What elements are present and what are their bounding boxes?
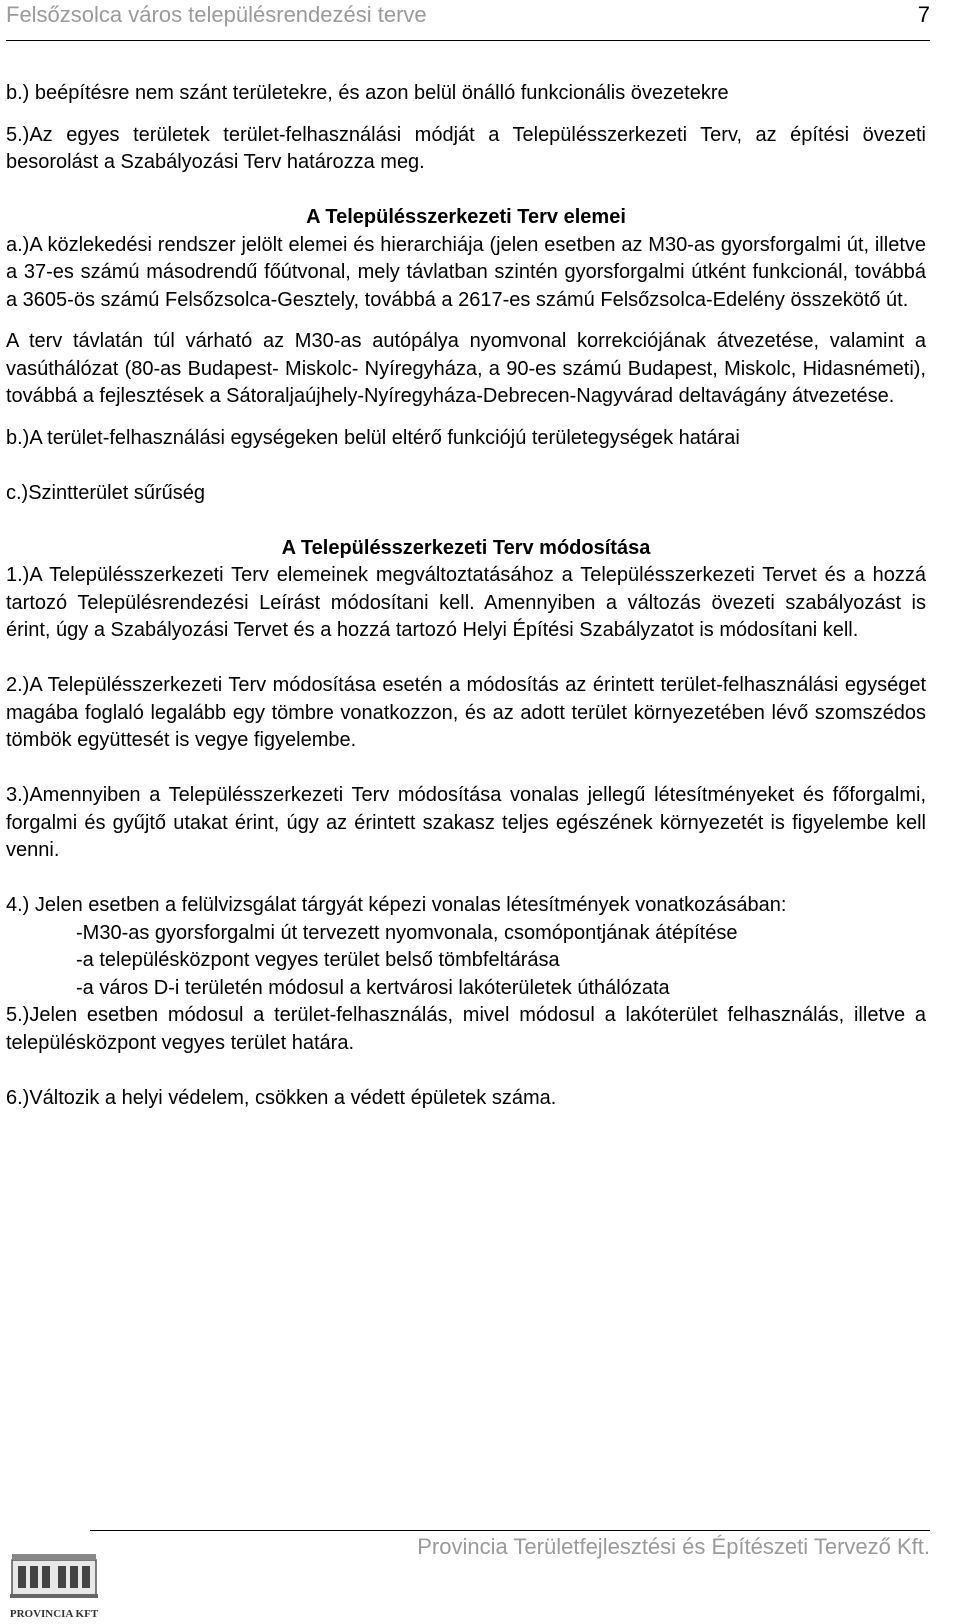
paragraph: a.)A közlekedési rendszer jelölt elemei és hierarchiája (jelen esetben az M30-as gyorsforgalmi út, illetve a 37-es számú másodrendű főútvonal, mely távlatban szintén gyorsforgalmi útként funkcionál, továbbá a 3605-ös számú Felsőzsolca-Gesztely, továbbá a 2617-es számú Felsőzsolca-Edelény összekötő út.: [6, 233, 926, 311]
paragraph: 1.)A Településszerkezeti Terv elemeinek megváltoztatásához a Településszerkezeti Tervet és a hozzá tartozó Településrendezési Leírást módosítani kell. Amennyiben a változás övezeti szabályozást is érint, úgy a Szabályozási Tervet és a hozzá tartozó Helyi Építési Szabályzatot is módosítani kell.: [6, 564, 926, 641]
logo-text: PROVINCIA KFT: [9, 1608, 99, 1620]
provincia-logo: [8, 1532, 100, 1620]
building-facade-icon: [8, 1532, 100, 1604]
section-heading: A Településszerkezeti Terv elemei: [306, 206, 626, 228]
footer-company: Provincia Területfejlesztési és Építészeti Tervező Kft.: [417, 1534, 930, 1559]
header-title: Felsőzsolca város településrendezési terve: [6, 2, 427, 27]
paragraph: b.) beépítésre nem szánt területekre, és azon belül önálló funkcionális övezetekre: [6, 82, 729, 104]
section-heading: A Településszerkezeti Terv módosítása: [281, 536, 651, 559]
paragraph: c.)Szintterület sűrűség: [6, 481, 205, 504]
footer-divider: [90, 1530, 930, 1531]
list-item: -a településközpont vegyes terület belső tömbfeltárása: [76, 949, 560, 971]
document-body: [6, 80, 926, 1112]
paragraph: 3.)Amennyiben a Településszerkezeti Terv módosítása vonalas jellegű létesítményeket és főforgalmi, forgalmi és gyűjtő utakat érint, úgy az érintett szakasz teljes egészének környezetét is figyelembe kell venni.: [6, 784, 926, 861]
paragraph: 2.)A Településszerkezeti Terv módosítása esetén a módosítás az érintett terület-felhasználási egységet magába foglaló legalább egy tömbre vonatkozzon, és az adott terület környezetében lévő szomszédos tömbök együttesét is vegye figyelembe.: [6, 674, 926, 751]
page-number: 7: [917, 2, 930, 27]
list-item: -M30-as gyorsforgalmi út tervezett nyomvonala, csomópontjának átépítése: [76, 921, 738, 944]
paragraph: A terv távlatán túl várható az M30-as autópálya nyomvonal korrekciójának átvezetése, valamint a vasúthálózat (80-as Budapest- Miskolc- Nyíregyháza, a 90-es számú Budapest, Miskolc, Hidasnémeti), továbbá a fejlesztések a Sátoraljaújhely-Nyíregyháza-Debrecen-Nagyvárad deltavágány átvezetése.: [6, 330, 926, 407]
paragraph: 6.)Változik a helyi védelem, csökken a védett épületek száma.: [6, 1086, 557, 1109]
paragraph: 4.) Jelen esetben a felülvizsgálat tárgyát képezi vonalas létesítmények vonatkozásában:: [6, 894, 787, 916]
list-item: -a város D-i területén módosul a kertvárosi lakóterületek úthálózata: [76, 976, 670, 999]
paragraph: 5.)Jelen esetben módosul a terület-felhasználás, mivel módosul a lakóterület felhasználás, illetve a településközpont vegyes terület határa.: [6, 1004, 926, 1054]
paragraph: b.)A terület-felhasználási egységeken belül eltérő funkciójú területegységek határai: [6, 426, 740, 449]
page-header: [6, 0, 930, 41]
paragraph: 5.)Az egyes területek terület-felhasználási módját a Településszerkezeti Terv, az építési övezeti besorolást a Szabályozási Terv határozza meg.: [6, 123, 926, 173]
